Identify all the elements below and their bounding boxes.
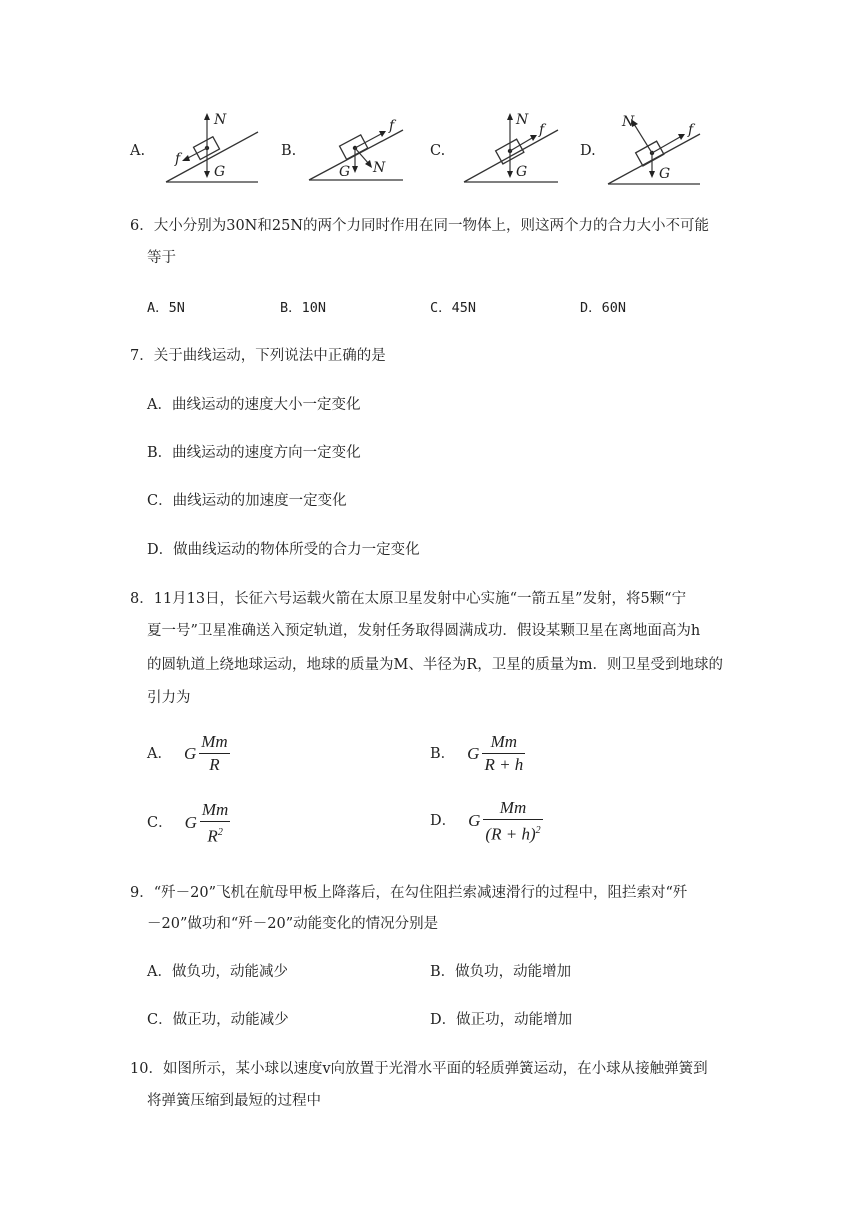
q5-option-b-diagram [305, 108, 409, 188]
q8-option-d [430, 798, 543, 845]
q8-option-b-constant: G [467, 743, 480, 763]
q5-option-d-diagram [602, 108, 706, 188]
q8-option-d-numerator: Mm [499, 798, 527, 817]
q8-stem-line3: 的圆轨道上绕地球运动，地球的质量为M、半径为R，卫星的质量为m．则卫星受到地球的 [147, 657, 724, 673]
svg-text:N: N [622, 114, 635, 130]
q8-stem-line4: 引力为 [147, 690, 191, 706]
q9-option-b: B．做负功，动能增加 [430, 964, 572, 980]
q9-option-c: C．做正功，动能减少 [147, 1012, 289, 1028]
q8-option-a [147, 732, 230, 775]
q8-option-a-denominator: R [199, 753, 229, 775]
q8-option-d-denominator-base: (R + h) [485, 824, 536, 844]
q9-option-d: D．做正功，动能增加 [430, 1012, 573, 1028]
q8-option-c-constant: G [184, 813, 197, 833]
q8-option-c-denominator [200, 821, 230, 847]
q5-option-a-diagram [162, 108, 266, 188]
q5-option-b-label: B. [281, 143, 297, 159]
q8-option-b-fraction [482, 732, 525, 775]
svg-text:N: N [373, 160, 386, 176]
q9-option-a: A．做负功，动能减少 [147, 964, 288, 980]
q8-option-a-numerator: Mm [201, 732, 228, 751]
q7-option-c: C．曲线运动的加速度一定变化 [147, 493, 347, 509]
q8-option-b [430, 732, 525, 775]
q5-option-c-label: C. [430, 143, 446, 159]
svg-text:G: G [214, 164, 226, 180]
q5-option-c-diagram [458, 108, 562, 188]
q5-option-d-label: D. [580, 143, 596, 159]
svg-text:N: N [516, 112, 529, 128]
q8-stem-line2: 夏一号”卫星准确送入预定轨道，发射任务取得圆满成功．假设某颗卫星在离地面高为h [147, 623, 701, 639]
q6-option-c: C．45N [430, 300, 477, 316]
q5-option-a-label: A. [130, 143, 146, 159]
q7-option-d: D．做曲线运动的物体所受的合力一定变化 [147, 542, 420, 558]
q9-stem-line2: －20”做功和“歼－20”动能变化的情况分别是 [147, 916, 439, 932]
q9-stem-line1: 9．“歼－20”飞机在航母甲板上降落后，在勾住阻拦索减速滑行的过程中，阻拦索对“歼 [130, 885, 688, 901]
q6-stem-line1: 6．大小分别为30N和25N的两个力同时作用在同一物体上，则这两个力的合力大小不可能 [130, 218, 709, 234]
q8-option-d-exponent: 2 [535, 825, 541, 836]
q8-stem-line1: 8．11月13日，长征六号运载火箭在太原卫星发射中心实施“一箭五星”发射，将5颗“宁 [130, 591, 687, 607]
q8-option-c-exponent: 2 [217, 827, 223, 838]
q8-option-b-numerator: Mm [490, 732, 518, 751]
q8-option-d-denominator [483, 819, 542, 845]
q8-option-c-denominator-base: R [207, 826, 218, 846]
q8-option-c-numerator: Mm [201, 800, 229, 819]
svg-text:f: f [175, 151, 181, 167]
q8-option-b-denominator: R + h [484, 755, 524, 774]
q6-option-a: A．5N [147, 300, 185, 316]
svg-text:G: G [659, 166, 671, 182]
svg-text:f: f [688, 122, 694, 138]
q7-option-a: A．曲线运动的速度大小一定变化 [147, 397, 361, 413]
svg-text:N: N [214, 112, 227, 128]
svg-text:G: G [516, 164, 528, 180]
q8-option-c-label: C． [147, 815, 173, 832]
q8-option-b-label: B． [430, 745, 456, 762]
q6-stem-line2: 等于 [147, 250, 176, 266]
q8-option-a-fraction [199, 732, 229, 775]
q7-option-b: B．曲线运动的速度方向一定变化 [147, 445, 361, 461]
q8-option-d-label: D． [430, 813, 457, 830]
q8-option-c [147, 800, 230, 847]
q8-option-a-constant: G [183, 743, 197, 763]
q6-option-d: D．60N [580, 300, 627, 316]
svg-text:f: f [389, 118, 395, 134]
q8-option-d-constant: G [468, 811, 481, 831]
q10-stem-line2: 将弹簧压缩到最短的过程中 [147, 1093, 321, 1109]
q6-option-b: B．10N [280, 300, 327, 316]
q8-option-c-fraction [200, 800, 230, 847]
svg-text:f: f [539, 122, 545, 138]
q8-option-a-label: A． [147, 745, 172, 762]
q10-stem-line1: 10．如图所示，某小球以速度v向放置于光滑水平面的轻质弹簧运动，在小球从接触弹簧到 [130, 1061, 708, 1077]
q8-option-d-fraction [483, 798, 542, 845]
svg-text:G: G [339, 164, 351, 180]
q7-stem: 7．关于曲线运动，下列说法中正确的是 [130, 348, 386, 364]
